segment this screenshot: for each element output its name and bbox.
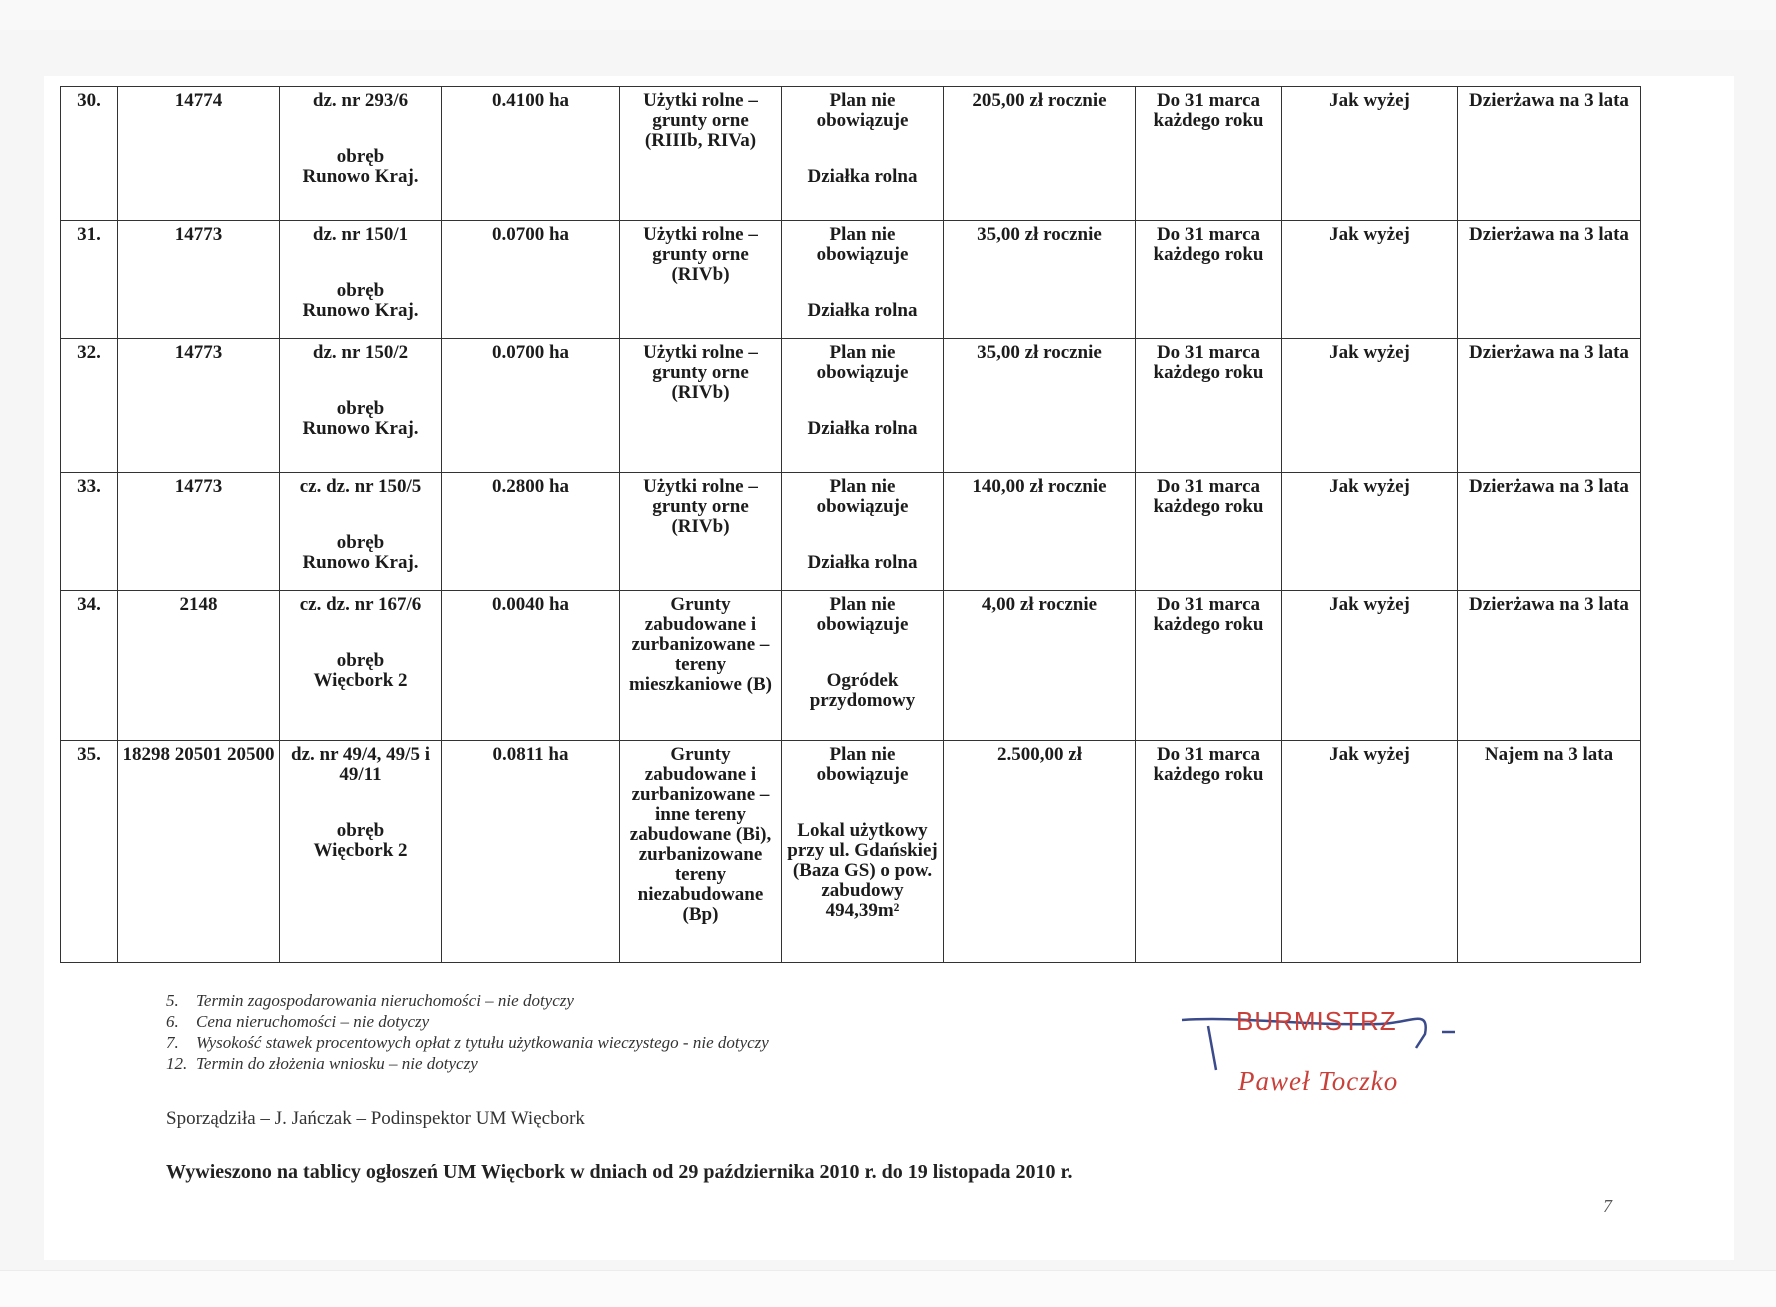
zoning-plan: Plan nie obowiązuje xyxy=(816,594,909,635)
payment-due: Do 31 marca każdego roku xyxy=(1153,224,1264,265)
cell-contract xyxy=(1458,473,1641,591)
cell-update xyxy=(1282,339,1458,473)
table-row xyxy=(61,221,1641,339)
cell-kw xyxy=(118,741,280,963)
posting-notice: Wywieszono na tablicy ogłoszeń UM Więcbork w dniach od 29 października 2010 r. do 19 listopada 2010 r. xyxy=(166,1161,1073,1183)
fee-update: Jak wyżej xyxy=(1329,342,1410,363)
contract-type: Dzierżawa na 3 lata xyxy=(1469,224,1629,245)
precinct-label: obręb xyxy=(336,820,385,841)
cell-contract xyxy=(1458,87,1641,221)
rent-amount: 4,00 zł rocznie xyxy=(981,594,1098,615)
payment-due: Do 31 marca każdego roku xyxy=(1153,594,1264,635)
cell-use xyxy=(620,473,782,591)
fee-update: Jak wyżej xyxy=(1329,90,1410,111)
precinct-name: Runowo Kraj. xyxy=(302,418,419,439)
cell-contract xyxy=(1458,591,1641,741)
parcel-number: dz. nr 49/4, 49/5 i 49/11 xyxy=(291,744,430,785)
cell-update xyxy=(1282,591,1458,741)
cell-parcel xyxy=(280,339,442,473)
cell-plan xyxy=(782,591,944,741)
land-use: Użytki rolne – grunty orne (RIVb) xyxy=(643,476,758,537)
precinct-name: Więcbork 2 xyxy=(313,840,408,861)
parcel-area: 0.0040 ha xyxy=(491,594,570,615)
parcel-area: 0.0811 ha xyxy=(492,744,569,765)
cell-lp xyxy=(61,221,118,339)
cell-price xyxy=(944,591,1136,741)
payment-due: Do 31 marca każdego roku xyxy=(1153,476,1264,517)
cell-parcel xyxy=(280,87,442,221)
property-table xyxy=(60,86,1641,963)
page-number: 7 xyxy=(1603,1196,1612,1216)
mayor-stamp xyxy=(1180,998,1470,1108)
cell-area xyxy=(442,741,620,963)
note-item: 7. Wysokość stawek procentowych opłat z tytułu użytkowania wieczystego - nie dotyczy xyxy=(166,1033,769,1052)
cell-price xyxy=(944,741,1136,963)
cell-area xyxy=(442,473,620,591)
parcel-number: cz. dz. nr 150/5 xyxy=(299,476,422,497)
cell-update xyxy=(1282,87,1458,221)
precinct-name: Więcbork 2 xyxy=(313,670,408,691)
purpose: Lokal użytkowy przy ul. Gdańskiej (Baza GS) o pow. zabudowy 494,39m² xyxy=(787,820,938,921)
land-use: Użytki rolne – grunty orne (RIIIb, RIVa) xyxy=(643,90,758,151)
zoning-plan: Plan nie obowiązuje xyxy=(816,342,909,383)
zoning-plan: Plan nie obowiązuje xyxy=(816,744,909,785)
fee-update: Jak wyżej xyxy=(1329,224,1410,245)
contract-type: Najem na 3 lata xyxy=(1484,744,1614,765)
note-item: 12. Termin do złożenia wniosku – nie dotyczy xyxy=(166,1054,478,1073)
cell-area xyxy=(442,339,620,473)
cell-due xyxy=(1136,87,1282,221)
land-register-number: 14773 xyxy=(174,476,223,497)
rent-amount: 140,00 zł rocznie xyxy=(972,476,1107,497)
precinct-name: Runowo Kraj. xyxy=(302,300,419,321)
cell-due xyxy=(1136,741,1282,963)
zoning-plan: Plan nie obowiązuje xyxy=(816,224,909,265)
cell-lp xyxy=(61,473,118,591)
land-use: Grunty zabudowane i zurbanizowane – tereny mieszkaniowe (B) xyxy=(628,594,772,695)
cell-use xyxy=(620,339,782,473)
rent-amount: 35,00 zł rocznie xyxy=(977,342,1102,363)
precinct-name: Runowo Kraj. xyxy=(302,166,419,187)
cell-plan xyxy=(782,339,944,473)
row-number: 31. xyxy=(77,224,101,245)
cell-update xyxy=(1282,473,1458,591)
cell-kw xyxy=(118,87,280,221)
precinct-label: obręb xyxy=(336,146,385,167)
cell-kw xyxy=(118,221,280,339)
land-register-number: 18298 20501 20500 xyxy=(122,744,275,765)
prepared-by: Sporządziła – J. Jańczak – Podinspektor UM Więcbork xyxy=(166,1108,585,1129)
cell-parcel xyxy=(280,741,442,963)
notes-list xyxy=(166,990,769,1074)
cell-use xyxy=(620,221,782,339)
land-register-number: 14773 xyxy=(174,224,223,245)
scan-margin-top xyxy=(0,0,1776,30)
rent-amount: 2.500,00 zł xyxy=(997,744,1082,765)
cell-lp xyxy=(61,87,118,221)
precinct-label: obręb xyxy=(336,398,385,419)
cell-area xyxy=(442,221,620,339)
precinct-name: Runowo Kraj. xyxy=(302,552,419,573)
contract-type: Dzierżawa na 3 lata xyxy=(1469,90,1629,111)
contract-type: Dzierżawa na 3 lata xyxy=(1469,594,1629,615)
cell-use xyxy=(620,87,782,221)
purpose: Ogródek przydomowy xyxy=(809,670,916,711)
cell-use xyxy=(620,741,782,963)
cell-plan xyxy=(782,473,944,591)
stamp-title: BURMISTRZ xyxy=(1236,1006,1397,1036)
table-row xyxy=(61,741,1641,963)
cell-price xyxy=(944,221,1136,339)
land-register-number: 2148 xyxy=(179,594,218,615)
land-use: Grunty zabudowane i zurbanizowane – inne tereny zabudowane (Bi), zurbanizowane tereny niezabudowane (Bp) xyxy=(629,744,772,925)
purpose: Działka rolna xyxy=(807,300,918,321)
table-row xyxy=(61,473,1641,591)
payment-due: Do 31 marca każdego roku xyxy=(1153,744,1264,785)
parcel-area: 0.0700 ha xyxy=(491,342,570,363)
cell-price xyxy=(944,87,1136,221)
cell-contract xyxy=(1458,741,1641,963)
cell-parcel xyxy=(280,221,442,339)
cell-plan xyxy=(782,741,944,963)
note-item: 6. Cena nieruchomości – nie dotyczy xyxy=(166,1012,430,1031)
purpose: Działka rolna xyxy=(807,552,918,573)
cell-price xyxy=(944,473,1136,591)
zoning-plan: Plan nie obowiązuje xyxy=(816,90,909,131)
rent-amount: 205,00 zł rocznie xyxy=(972,90,1107,111)
note-item: 5. Termin zagospodarowania nieruchomości – nie dotyczy xyxy=(166,991,574,1010)
cell-kw xyxy=(118,591,280,741)
row-number: 34. xyxy=(77,594,101,615)
cell-contract xyxy=(1458,339,1641,473)
cell-area xyxy=(442,87,620,221)
cell-kw xyxy=(118,339,280,473)
row-number: 30. xyxy=(77,90,101,111)
payment-due: Do 31 marca każdego roku xyxy=(1153,90,1264,131)
cell-price xyxy=(944,339,1136,473)
parcel-number: cz. dz. nr 167/6 xyxy=(299,594,422,615)
cell-parcel xyxy=(280,473,442,591)
cell-kw xyxy=(118,473,280,591)
payment-due: Do 31 marca każdego roku xyxy=(1153,342,1264,383)
fee-update: Jak wyżej xyxy=(1329,744,1410,765)
zoning-plan: Plan nie obowiązuje xyxy=(816,476,909,517)
fee-update: Jak wyżej xyxy=(1329,476,1410,497)
land-use: Użytki rolne – grunty orne (RIVb) xyxy=(643,224,758,285)
parcel-area: 0.0700 ha xyxy=(491,224,570,245)
cell-lp xyxy=(61,339,118,473)
parcel-number: dz. nr 293/6 xyxy=(312,90,409,111)
scan-margin-bottom xyxy=(0,1270,1776,1307)
parcel-number: dz. nr 150/2 xyxy=(312,342,409,363)
parcel-area: 0.4100 ha xyxy=(491,90,570,111)
cell-due xyxy=(1136,591,1282,741)
cell-due xyxy=(1136,473,1282,591)
cell-lp xyxy=(61,741,118,963)
cell-update xyxy=(1282,741,1458,963)
row-number: 35. xyxy=(77,744,101,765)
row-number: 33. xyxy=(77,476,101,497)
contract-type: Dzierżawa na 3 lata xyxy=(1469,476,1629,497)
table-row xyxy=(61,339,1641,473)
table-row xyxy=(61,591,1641,741)
parcel-number: dz. nr 150/1 xyxy=(312,224,409,245)
cell-plan xyxy=(782,87,944,221)
cell-due xyxy=(1136,221,1282,339)
table-row xyxy=(61,87,1641,221)
cell-use xyxy=(620,591,782,741)
cell-contract xyxy=(1458,221,1641,339)
parcel-area: 0.2800 ha xyxy=(491,476,570,497)
row-number: 32. xyxy=(77,342,101,363)
land-register-number: 14774 xyxy=(174,90,223,111)
purpose: Działka rolna xyxy=(807,166,918,187)
cell-area xyxy=(442,591,620,741)
land-register-number: 14773 xyxy=(174,342,223,363)
fee-update: Jak wyżej xyxy=(1329,594,1410,615)
stamp-name: Paweł Toczko xyxy=(1238,1066,1399,1096)
precinct-label: obręb xyxy=(336,280,385,301)
cell-lp xyxy=(61,591,118,741)
cell-update xyxy=(1282,221,1458,339)
precinct-label: obręb xyxy=(336,532,385,553)
cell-due xyxy=(1136,339,1282,473)
purpose: Działka rolna xyxy=(807,418,918,439)
precinct-label: obręb xyxy=(336,650,385,671)
contract-type: Dzierżawa na 3 lata xyxy=(1469,342,1629,363)
land-use: Użytki rolne – grunty orne (RIVb) xyxy=(643,342,758,403)
cell-parcel xyxy=(280,591,442,741)
rent-amount: 35,00 zł rocznie xyxy=(977,224,1102,245)
cell-plan xyxy=(782,221,944,339)
